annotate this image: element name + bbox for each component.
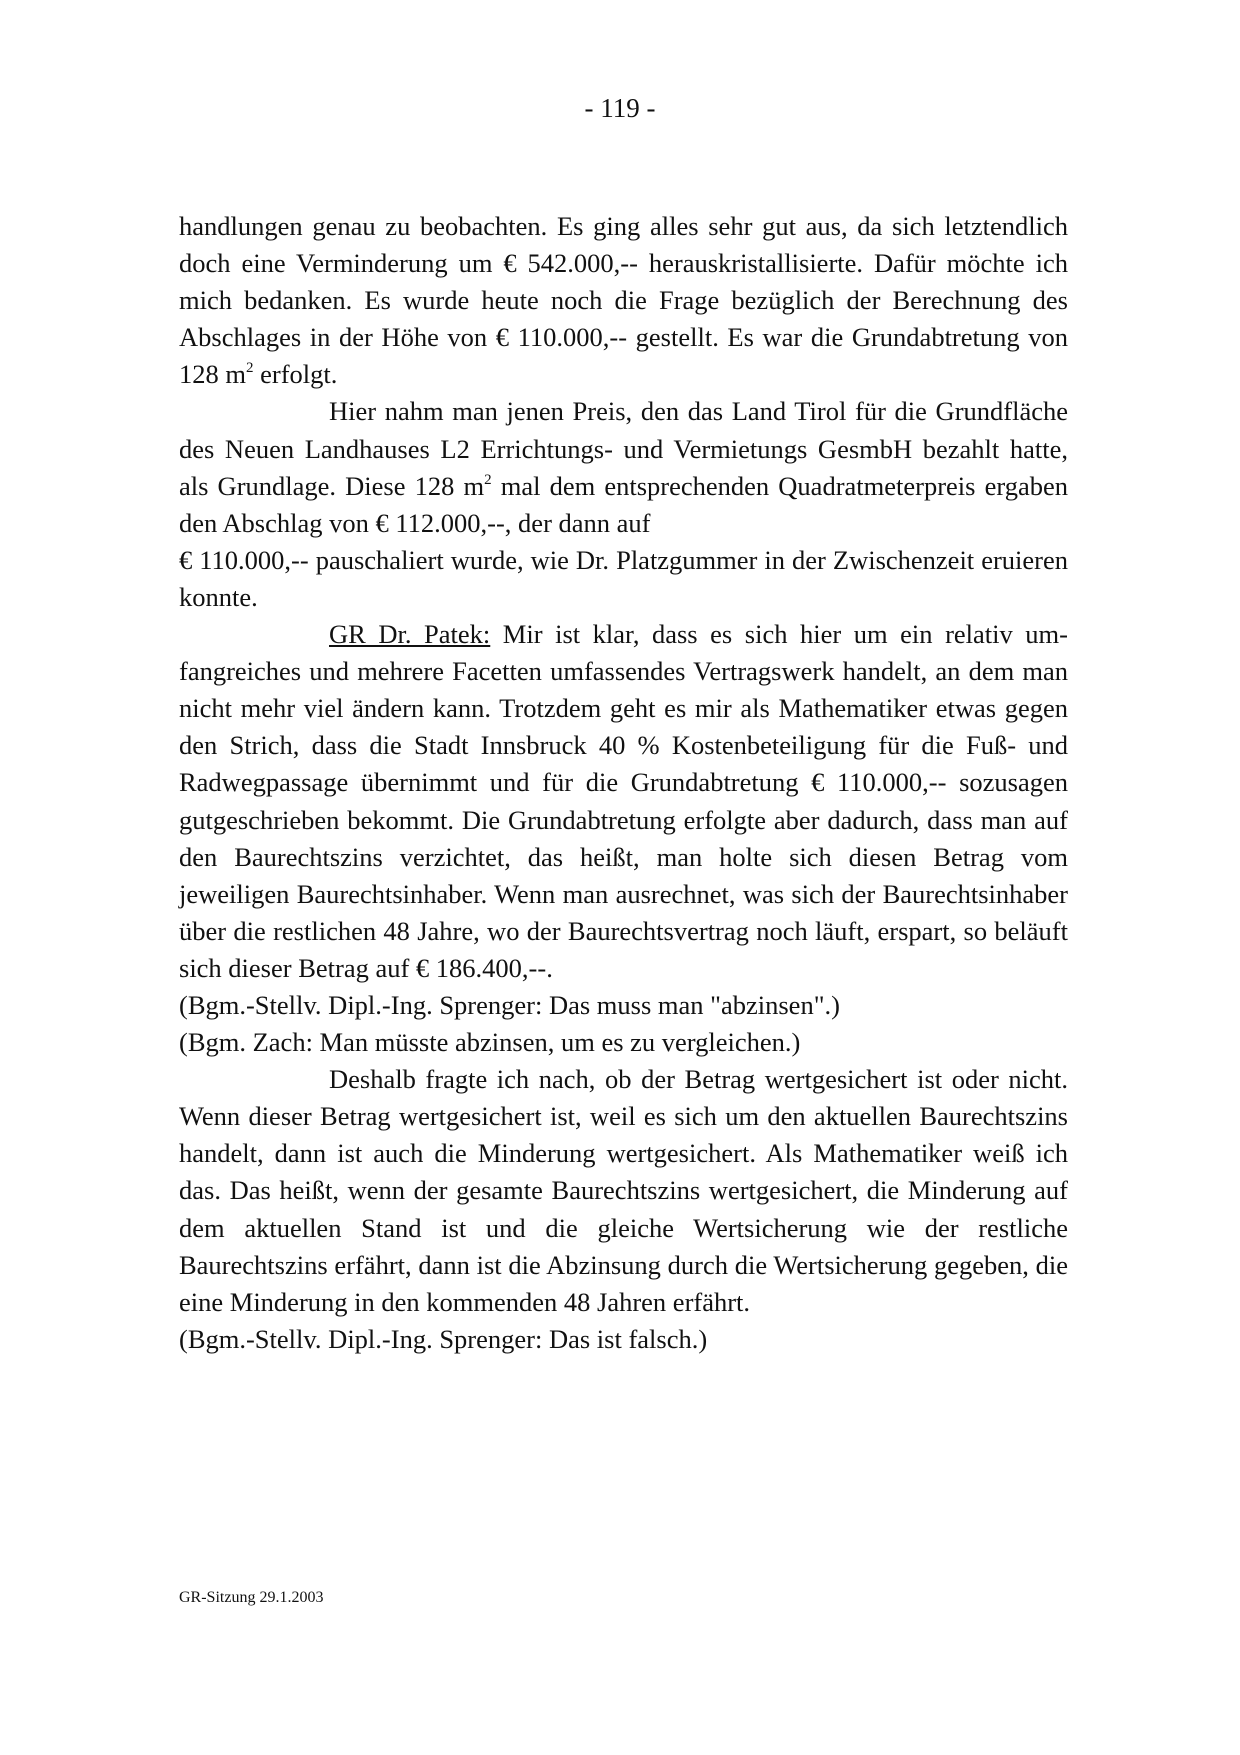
paragraph-1-text-b: erfolgt. (253, 359, 338, 390)
paragraph-2-text-a: Hier nahm man jenen Preis, den das Land Tirol für die Grundfläche des Neuen Landhauses L2 Errichtungs- und Vermietungs GesmbH bezahlt hatte, als Grundlage. Diese 128 m (179, 396, 1068, 501)
footer-session-date: GR-Sitzung 29.1.2003 (179, 1589, 324, 1606)
paragraph-1-text-a: handlungen genau zu beobachten. Es ging alles sehr gut aus, da sich letztendlich doch eine Verminderung um € 542.000,-- herauskristallisierte. Dafür möchte ich mich bedanken. Es wurde heute noch die Frage bezüglich der Berechnung des Abschlages in der Höhe von € 110.000,-- gestellt. Es war die Grundabtretung von 128 m (179, 211, 1068, 390)
superscript-2: 2 (484, 471, 492, 488)
body-text (179, 208, 1068, 1358)
paragraph-3 (179, 616, 1068, 987)
paragraph-2 (179, 393, 1068, 541)
paragraph-3-text: Mir ist klar, dass es sich hier um ein relativ umfangreiches und mehrere Facetten umfassendes Vertragswerk handelt, an dem man nicht mehr viel ändern kann. Trotzdem geht es mir als Mathematiker etwas gegen den Strich, dass die Stadt Innsbruck 40 % Kostenbeteiligung für die Fuß- und Radwegpassage übernimmt und für die Grundabtretung € 110.000,-- sozusagen gutgeschrieben bekommt. Die Grundabtretung erfolgte aber dadurch, dass man auf den Baurechtszins verzichtet, das heißt, man holte sich diesen Betrag vom jeweiligen Baurechtsinhaber. Wenn man ausrechnet, was sich der Baurechtsinhaber über die restlichen 48 Jahre, wo der Baurechtsvertrag noch läuft, erspart, so beläuft sich dieser Betrag auf € 186.400,--. (179, 619, 1068, 983)
paragraph-1 (179, 208, 1068, 393)
interjection-3: (Bgm.-Stellv. Dipl.-Ing. Sprenger: Das ist falsch.) (179, 1323, 708, 1354)
page-number: - 119 - (584, 93, 656, 123)
paragraph-2-text-b: mal dem entsprechenden Quadratmeterpreis ergaben den Abschlag von € 112.000,--, der dann auf (179, 470, 1068, 538)
interjection-2: (Bgm. Zach: Man müsste abzinsen, um es zu vergleichen.) (179, 1027, 801, 1058)
paragraph-4: Deshalb fragte ich nach, ob der Betrag wertgesichert ist oder nicht. Wenn dieser Betrag wertgesichert ist, weil es sich um den aktuellen Baurechtszins handelt, dann ist auch die Minderung wertgesichert. Als Mathematiker weiß ich das. Das heißt, wenn der gesamte Baurechtszins wertgesichert, die Minderung auf dem aktuellen Stand ist und die gleiche Wertsicherung wie der restliche Baurechtszins erfährt, dann ist die Abzinsung durch die Wertsicherung gegeben, die eine Minderung in den kommenden 48 Jahren erfährt. (179, 1064, 1068, 1317)
superscript-2: 2 (246, 360, 254, 377)
interjection-1: (Bgm.-Stellv. Dipl.-Ing. Sprenger: Das muss man "abzinsen".) (179, 989, 840, 1020)
speaker-name: GR Dr. Patek: (329, 619, 491, 650)
paragraph-2-continued: € 110.000,-- pauschaliert wurde, wie Dr. Platzgummer in der Zwischenzeit eruieren konnte. (179, 544, 1068, 612)
